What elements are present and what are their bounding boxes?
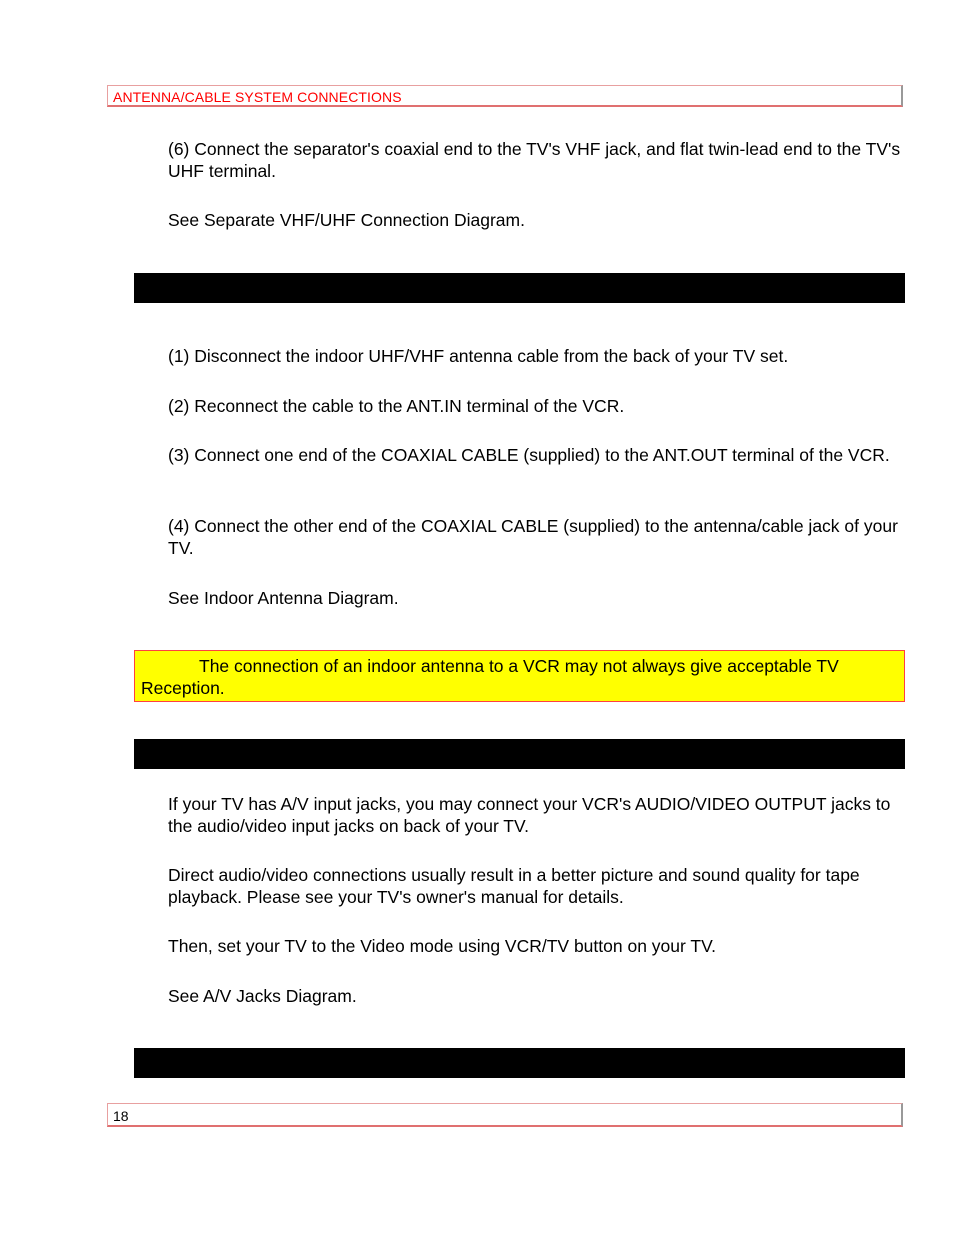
step-4-connect-text: (4) Connect the other end of the COAXIAL CABLE (supplied) to the antenna/cable jack of your TV. [168,516,898,558]
header-title: ANTENNA/CABLE SYSTEM CONNECTIONS [113,89,402,105]
page-number: 18 [113,1108,129,1124]
note-box [134,650,905,702]
page-footer [107,1103,903,1127]
see-indoor-antenna-text: See Indoor Antenna Diagram. [168,588,399,608]
section-bar-1 [134,273,905,303]
step-6-separator-text: (6) Connect the separator's coaxial end to the TV's VHF jack, and flat twin-lead end to the TV's UHF terminal. [168,139,901,181]
see-av-jacks-text: See A/V Jacks Diagram. [168,986,357,1006]
step-3-connect-text: (3) Connect one end of the COAXIAL CABLE (supplied) to the ANT.OUT terminal of the VCR. [168,445,890,465]
direct-av-connections-text: Direct audio/video connections usually result in a better picture and sound quality for tape playback. Please see your TV's owner's manual for details. [168,865,860,907]
note-text: The connection of an indoor antenna to a VCR may not always give acceptable TV Reception. [141,656,839,698]
see-separate-diagram-text: See Separate VHF/UHF Connection Diagram. [168,210,525,230]
step-2-reconnect-text: (2) Reconnect the cable to the ANT.IN terminal of the VCR. [168,396,625,416]
step-1-disconnect-text: (1) Disconnect the indoor UHF/VHF antenna cable from the back of your TV set. [168,346,789,366]
page-header [107,85,903,107]
section-bar-3 [134,1048,905,1078]
section-bar-2 [134,739,905,769]
set-video-mode-text: Then, set your TV to the Video mode using VCR/TV button on your TV. [168,936,717,956]
av-input-jacks-text: If your TV has A/V input jacks, you may connect your VCR's AUDIO/VIDEO OUTPUT jacks to the audio/video input jacks on back of your TV. [168,794,891,836]
